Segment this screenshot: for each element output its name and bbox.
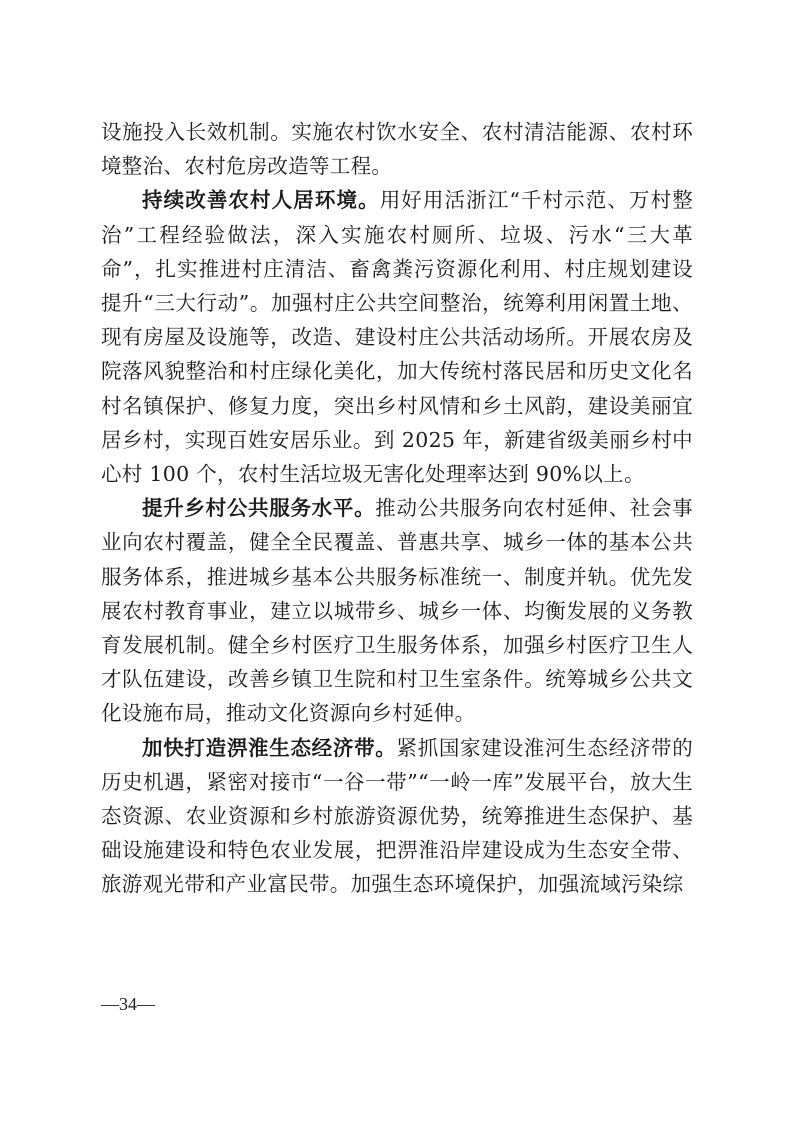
page-number: —34— bbox=[101, 994, 155, 1014]
paragraph-heading: 持续改善农村人居环境。 bbox=[142, 188, 380, 213]
paragraph-text: 紧抓国家建设淮河生态经济带的历史机遇，紧密对接市“一谷一带”“一岭一库”发展平台，放大生态资源、农业资源和乡村旅游资源优势，统筹推进生态保护、基础设施建设和特色农业发展，把淠淮沿岸建设成为生态安全带、旅游观光带和产业富民带。加强生态环境保护，加强流域污染综 bbox=[101, 735, 693, 897]
paragraph-heading: 提升乡村公共服务水平。 bbox=[142, 496, 376, 521]
paragraph-text: 设施投入长效机制。实施农村饮水安全、农村清洁能源、农村环境整治、农村危房改造等工程。 bbox=[101, 120, 693, 179]
paragraph-continuation bbox=[101, 115, 693, 183]
paragraph-text: 推动公共服务向农村延伸、社会事业向农村覆盖，健全全民覆盖、普惠共享、城乡一体的基本公共服务体系，推进城乡基本公共服务标准统一、制度并轨。优先发展农村教育事业，建立以城带乡、城乡一体、均衡发展的义务教育发展机制。健全乡村医疗卫生服务体系，加强乡村医疗卫生人才队伍建设，改善乡镇卫生院和村卫生室条件。统筹城乡公共文化设施布局，推动文化资源向乡村延伸。 bbox=[101, 496, 694, 726]
paragraph-public-services bbox=[101, 491, 693, 730]
paragraph-text: 用好用活浙江“千村示范、万村整治”工程经验做法，深入实施农村厕所、垃圾、污水“三大革命”，扎实推进村庄清洁、畜禽粪污资源化利用、村庄规划建设提升“三大行动”。加强村庄公共空间整治，统筹利用闲置土地、现有房屋及设施等，改造、建设村庄公共活动场所。开展农房及院落风貌整治和村庄绿化美化，加大传统村落民居和历史文化名村名镇保护、修复力度，突出乡村风情和乡土风韵，建设美丽宜居乡村，实现百姓安居乐业。到 2025 年，新建省级美丽乡村中心村 100 个，农村生活垃圾无害化处理率达到 90%以上。 bbox=[101, 188, 693, 487]
paragraph-eco-economic-belt bbox=[101, 731, 693, 902]
paragraph-heading: 加快打造淠淮生态经济带。 bbox=[142, 735, 397, 760]
document-body bbox=[101, 115, 693, 902]
paragraph-living-environment bbox=[101, 183, 693, 491]
